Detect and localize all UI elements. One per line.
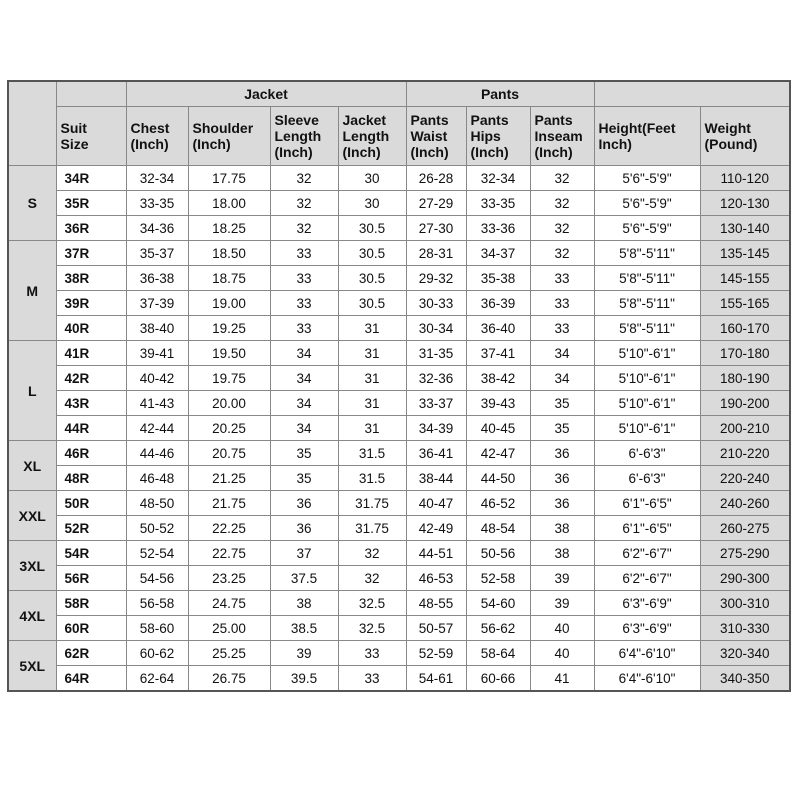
cell-height: 5'10"-6'1"	[594, 391, 700, 416]
cell-pants-waist: 50-57	[406, 616, 466, 641]
cell-jacket-length: 30.5	[338, 241, 406, 266]
cell-jacket-length: 32	[338, 566, 406, 591]
cell-pants-inseam: 33	[530, 316, 594, 341]
cell-pants-hips: 36-40	[466, 316, 530, 341]
cell-pants-waist: 48-55	[406, 591, 466, 616]
cell-weight: 120-130	[700, 191, 790, 216]
table-row	[8, 591, 790, 616]
cell-sleeve-length: 33	[270, 291, 338, 316]
table-row	[8, 391, 790, 416]
cell-height: 6'4"-6'10"	[594, 641, 700, 666]
cell-shoulder: 25.00	[188, 616, 270, 641]
cell-pants-inseam: 36	[530, 491, 594, 516]
cell-pants-hips: 38-42	[466, 366, 530, 391]
cell-suit-size: 54R	[56, 541, 126, 566]
cell-chest: 50-52	[126, 516, 188, 541]
table-row	[8, 666, 790, 692]
cell-chest: 48-50	[126, 491, 188, 516]
cell-pants-inseam: 32	[530, 241, 594, 266]
cell-jacket-length: 30	[338, 166, 406, 191]
cell-pants-inseam: 33	[530, 291, 594, 316]
cell-jacket-length: 30.5	[338, 291, 406, 316]
cell-suit-size: 34R	[56, 166, 126, 191]
cell-shoulder: 19.75	[188, 366, 270, 391]
cell-chest: 52-54	[126, 541, 188, 566]
cell-height: 6'2"-6'7"	[594, 566, 700, 591]
cell-chest: 41-43	[126, 391, 188, 416]
table-row	[8, 241, 790, 266]
cell-pants-waist: 26-28	[406, 166, 466, 191]
cell-shoulder: 18.25	[188, 216, 270, 241]
cell-jacket-length: 31	[338, 416, 406, 441]
table-row	[8, 166, 790, 191]
cell-sleeve-length: 39.5	[270, 666, 338, 692]
cell-suit-size: 52R	[56, 516, 126, 541]
cell-height: 5'10"-6'1"	[594, 366, 700, 391]
cell-height: 6'1"-6'5"	[594, 491, 700, 516]
header-weight: Weight (Pound)	[700, 107, 790, 166]
cell-pants-waist: 30-34	[406, 316, 466, 341]
cell-weight: 155-165	[700, 291, 790, 316]
cell-sleeve-length: 32	[270, 191, 338, 216]
cell-pants-inseam: 38	[530, 541, 594, 566]
cell-chest: 40-42	[126, 366, 188, 391]
cell-jacket-length: 31.75	[338, 516, 406, 541]
cell-pants-waist: 54-61	[406, 666, 466, 692]
cell-pants-hips: 39-43	[466, 391, 530, 416]
cell-jacket-length: 31	[338, 366, 406, 391]
cell-jacket-length: 31.5	[338, 466, 406, 491]
cell-weight: 300-310	[700, 591, 790, 616]
cell-pants-inseam: 36	[530, 466, 594, 491]
cell-chest: 33-35	[126, 191, 188, 216]
cell-sleeve-length: 36	[270, 491, 338, 516]
cell-height: 5'6"-5'9"	[594, 191, 700, 216]
table-row	[8, 491, 790, 516]
size-group-label: S	[8, 166, 56, 241]
cell-weight: 260-275	[700, 516, 790, 541]
cell-shoulder: 17.75	[188, 166, 270, 191]
cell-height: 6'3"-6'9"	[594, 591, 700, 616]
cell-suit-size: 44R	[56, 416, 126, 441]
cell-sleeve-length: 32	[270, 216, 338, 241]
cell-sleeve-length: 38.5	[270, 616, 338, 641]
table-row	[8, 266, 790, 291]
cell-sleeve-length: 33	[270, 316, 338, 341]
cell-pants-inseam: 39	[530, 591, 594, 616]
cell-pants-hips: 40-45	[466, 416, 530, 441]
cell-jacket-length: 31.75	[338, 491, 406, 516]
cell-pants-inseam: 35	[530, 416, 594, 441]
cell-suit-size: 41R	[56, 341, 126, 366]
cell-pants-hips: 48-54	[466, 516, 530, 541]
cell-jacket-length: 32	[338, 541, 406, 566]
cell-weight: 200-210	[700, 416, 790, 441]
cell-chest: 44-46	[126, 441, 188, 466]
cell-height: 6'-6'3"	[594, 466, 700, 491]
cell-weight: 290-300	[700, 566, 790, 591]
cell-suit-size: 36R	[56, 216, 126, 241]
cell-pants-waist: 40-47	[406, 491, 466, 516]
cell-pants-inseam: 32	[530, 191, 594, 216]
cell-weight: 110-120	[700, 166, 790, 191]
cell-pants-hips: 35-38	[466, 266, 530, 291]
cell-height: 6'4"-6'10"	[594, 666, 700, 692]
cell-suit-size: 62R	[56, 641, 126, 666]
cell-shoulder: 19.50	[188, 341, 270, 366]
cell-suit-size: 39R	[56, 291, 126, 316]
header-pants-hips: Pants Hips (Inch)	[466, 107, 530, 166]
cell-pants-inseam: 38	[530, 516, 594, 541]
table-row	[8, 316, 790, 341]
cell-shoulder: 18.00	[188, 191, 270, 216]
cell-shoulder: 19.25	[188, 316, 270, 341]
cell-jacket-length: 32.5	[338, 591, 406, 616]
cell-pants-inseam: 36	[530, 441, 594, 466]
cell-sleeve-length: 32	[270, 166, 338, 191]
cell-sleeve-length: 37	[270, 541, 338, 566]
cell-sleeve-length: 33	[270, 266, 338, 291]
cell-chest: 54-56	[126, 566, 188, 591]
cell-pants-inseam: 32	[530, 216, 594, 241]
cell-chest: 42-44	[126, 416, 188, 441]
cell-suit-size: 50R	[56, 491, 126, 516]
cell-sleeve-length: 34	[270, 416, 338, 441]
cell-chest: 38-40	[126, 316, 188, 341]
cell-suit-size: 42R	[56, 366, 126, 391]
cell-pants-hips: 36-39	[466, 291, 530, 316]
cell-chest: 37-39	[126, 291, 188, 316]
cell-height: 6'3"-6'9"	[594, 616, 700, 641]
table-row	[8, 566, 790, 591]
cell-suit-size: 35R	[56, 191, 126, 216]
table-row	[8, 191, 790, 216]
cell-jacket-length: 30.5	[338, 216, 406, 241]
cell-weight: 275-290	[700, 541, 790, 566]
cell-pants-hips: 46-52	[466, 491, 530, 516]
header-suit-size: Suit Size	[56, 107, 126, 166]
cell-pants-waist: 28-31	[406, 241, 466, 266]
suit-size-chart	[7, 80, 791, 692]
cell-jacket-length: 31	[338, 391, 406, 416]
size-group-label: 4XL	[8, 591, 56, 641]
cell-pants-inseam: 40	[530, 616, 594, 641]
cell-shoulder: 20.00	[188, 391, 270, 416]
group-header-row	[8, 81, 790, 107]
cell-pants-waist: 38-44	[406, 466, 466, 491]
cell-jacket-length: 32.5	[338, 616, 406, 641]
cell-pants-inseam: 35	[530, 391, 594, 416]
cell-shoulder: 24.75	[188, 591, 270, 616]
cell-shoulder: 18.75	[188, 266, 270, 291]
cell-shoulder: 19.00	[188, 291, 270, 316]
size-group-label: XL	[8, 441, 56, 491]
cell-chest: 46-48	[126, 466, 188, 491]
cell-sleeve-length: 35	[270, 441, 338, 466]
cell-sleeve-length: 34	[270, 391, 338, 416]
cell-pants-waist: 33-37	[406, 391, 466, 416]
table-row	[8, 416, 790, 441]
cell-suit-size: 48R	[56, 466, 126, 491]
cell-pants-waist: 42-49	[406, 516, 466, 541]
cell-pants-hips: 52-58	[466, 566, 530, 591]
cell-pants-waist: 29-32	[406, 266, 466, 291]
cell-pants-hips: 54-60	[466, 591, 530, 616]
cell-height: 6'1"-6'5"	[594, 516, 700, 541]
header-pants-inseam: Pants Inseam (Inch)	[530, 107, 594, 166]
cell-sleeve-length: 38	[270, 591, 338, 616]
cell-pants-waist: 30-33	[406, 291, 466, 316]
cell-height: 5'6"-5'9"	[594, 166, 700, 191]
cell-weight: 210-220	[700, 441, 790, 466]
cell-sleeve-length: 39	[270, 641, 338, 666]
table-row	[8, 291, 790, 316]
cell-shoulder: 21.75	[188, 491, 270, 516]
cell-suit-size: 40R	[56, 316, 126, 341]
cell-weight: 135-145	[700, 241, 790, 266]
table-row	[8, 516, 790, 541]
cell-suit-size: 60R	[56, 616, 126, 641]
cell-suit-size: 43R	[56, 391, 126, 416]
cell-chest: 58-60	[126, 616, 188, 641]
header-sleeve-length: Sleeve Length (Inch)	[270, 107, 338, 166]
cell-pants-waist: 36-41	[406, 441, 466, 466]
cell-shoulder: 25.25	[188, 641, 270, 666]
cell-shoulder: 23.25	[188, 566, 270, 591]
cell-pants-inseam: 39	[530, 566, 594, 591]
cell-pants-hips: 33-35	[466, 191, 530, 216]
cell-suit-size: 64R	[56, 666, 126, 692]
cell-pants-waist: 46-53	[406, 566, 466, 591]
cell-pants-hips: 34-37	[466, 241, 530, 266]
cell-pants-hips: 56-62	[466, 616, 530, 641]
cell-pants-inseam: 34	[530, 341, 594, 366]
table-row	[8, 441, 790, 466]
header-shoulder: Shoulder (Inch)	[188, 107, 270, 166]
cell-pants-hips: 60-66	[466, 666, 530, 692]
cell-chest: 56-58	[126, 591, 188, 616]
cell-weight: 170-180	[700, 341, 790, 366]
cell-weight: 190-200	[700, 391, 790, 416]
cell-height: 5'8"-5'11"	[594, 266, 700, 291]
size-group-label: M	[8, 241, 56, 341]
cell-pants-inseam: 40	[530, 641, 594, 666]
jacket-group-header: Jacket	[126, 81, 406, 107]
cell-weight: 220-240	[700, 466, 790, 491]
cell-chest: 60-62	[126, 641, 188, 666]
header-pants-waist: Pants Waist (Inch)	[406, 107, 466, 166]
size-group-label: 5XL	[8, 641, 56, 692]
cell-pants-waist: 27-29	[406, 191, 466, 216]
cell-jacket-length: 31.5	[338, 441, 406, 466]
cell-sleeve-length: 33	[270, 241, 338, 266]
cell-weight: 310-330	[700, 616, 790, 641]
cell-height: 5'8"-5'11"	[594, 241, 700, 266]
cell-jacket-length: 31	[338, 341, 406, 366]
cell-pants-waist: 34-39	[406, 416, 466, 441]
cell-suit-size: 58R	[56, 591, 126, 616]
cell-suit-size: 38R	[56, 266, 126, 291]
cell-chest: 34-36	[126, 216, 188, 241]
cell-pants-hips: 32-34	[466, 166, 530, 191]
table-row	[8, 616, 790, 641]
table-row	[8, 541, 790, 566]
cell-weight: 160-170	[700, 316, 790, 341]
cell-pants-hips: 37-41	[466, 341, 530, 366]
size-table-body	[8, 166, 790, 692]
cell-shoulder: 20.75	[188, 441, 270, 466]
cell-pants-hips: 44-50	[466, 466, 530, 491]
cell-height: 5'10"-6'1"	[594, 416, 700, 441]
cell-sleeve-length: 36	[270, 516, 338, 541]
blank-group-cell	[56, 81, 126, 107]
table-row	[8, 641, 790, 666]
cell-jacket-length: 30	[338, 191, 406, 216]
header-jacket-length: Jacket Length (Inch)	[338, 107, 406, 166]
size-group-label: XXL	[8, 491, 56, 541]
cell-height: 5'8"-5'11"	[594, 291, 700, 316]
cell-weight: 240-260	[700, 491, 790, 516]
blank-group-cell-right	[594, 81, 790, 107]
size-group-label: 3XL	[8, 541, 56, 591]
cell-shoulder: 26.75	[188, 666, 270, 692]
cell-weight: 130-140	[700, 216, 790, 241]
cell-weight: 320-340	[700, 641, 790, 666]
cell-chest: 36-38	[126, 266, 188, 291]
cell-chest: 62-64	[126, 666, 188, 692]
cell-jacket-length: 30.5	[338, 266, 406, 291]
cell-shoulder: 20.25	[188, 416, 270, 441]
cell-sleeve-length: 34	[270, 341, 338, 366]
cell-height: 5'8"-5'11"	[594, 316, 700, 341]
cell-chest: 39-41	[126, 341, 188, 366]
cell-height: 6'2"-6'7"	[594, 541, 700, 566]
table-row	[8, 216, 790, 241]
cell-pants-waist: 31-35	[406, 341, 466, 366]
cell-pants-hips: 42-47	[466, 441, 530, 466]
cell-sleeve-length: 34	[270, 366, 338, 391]
corner-cell	[8, 81, 56, 166]
cell-suit-size: 37R	[56, 241, 126, 266]
cell-shoulder: 21.25	[188, 466, 270, 491]
cell-chest: 35-37	[126, 241, 188, 266]
cell-weight: 180-190	[700, 366, 790, 391]
cell-jacket-length: 31	[338, 316, 406, 341]
table-row	[8, 366, 790, 391]
cell-height: 6'-6'3"	[594, 441, 700, 466]
cell-weight: 340-350	[700, 666, 790, 692]
size-group-label: L	[8, 341, 56, 441]
cell-shoulder: 22.75	[188, 541, 270, 566]
header-height: Height(Feet Inch)	[594, 107, 700, 166]
cell-pants-inseam: 33	[530, 266, 594, 291]
cell-suit-size: 46R	[56, 441, 126, 466]
cell-pants-inseam: 32	[530, 166, 594, 191]
cell-shoulder: 18.50	[188, 241, 270, 266]
cell-sleeve-length: 37.5	[270, 566, 338, 591]
column-header-row	[8, 107, 790, 166]
cell-pants-waist: 44-51	[406, 541, 466, 566]
cell-jacket-length: 33	[338, 666, 406, 692]
cell-pants-hips: 33-36	[466, 216, 530, 241]
cell-chest: 32-34	[126, 166, 188, 191]
cell-pants-hips: 58-64	[466, 641, 530, 666]
header-chest: Chest (Inch)	[126, 107, 188, 166]
cell-sleeve-length: 35	[270, 466, 338, 491]
pants-group-header: Pants	[406, 81, 594, 107]
cell-pants-inseam: 41	[530, 666, 594, 692]
cell-weight: 145-155	[700, 266, 790, 291]
table-row	[8, 341, 790, 366]
cell-pants-inseam: 34	[530, 366, 594, 391]
cell-pants-hips: 50-56	[466, 541, 530, 566]
cell-pants-waist: 32-36	[406, 366, 466, 391]
cell-pants-waist: 52-59	[406, 641, 466, 666]
cell-pants-waist: 27-30	[406, 216, 466, 241]
table-row	[8, 466, 790, 491]
cell-shoulder: 22.25	[188, 516, 270, 541]
cell-height: 5'6"-5'9"	[594, 216, 700, 241]
cell-jacket-length: 33	[338, 641, 406, 666]
cell-suit-size: 56R	[56, 566, 126, 591]
cell-height: 5'10"-6'1"	[594, 341, 700, 366]
